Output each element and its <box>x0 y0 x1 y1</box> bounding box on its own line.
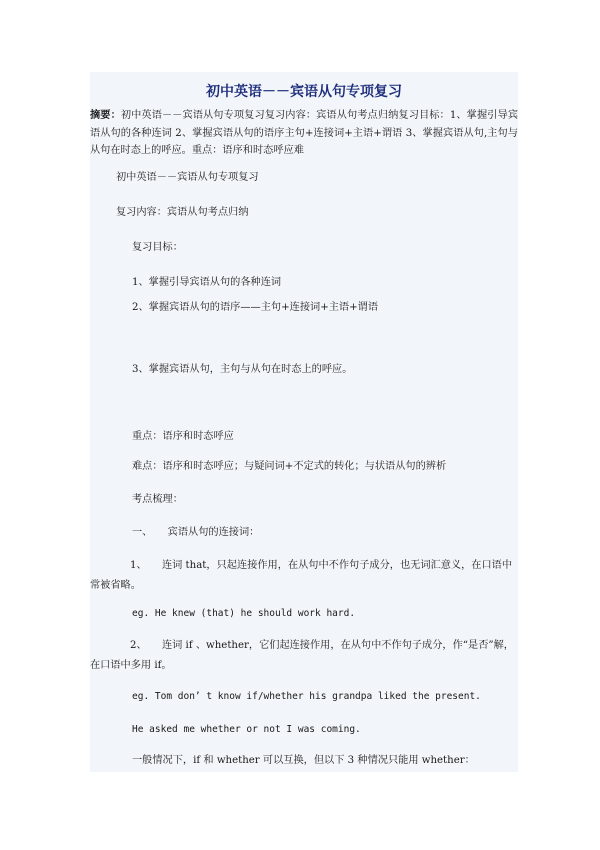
section-heading-1: 一、 宾语从句的连接词： <box>132 527 260 538</box>
example-1: eg. He knew (that) he should work hard. <box>132 608 356 619</box>
summary-text: 初中英语－－宾语从句专项复习复习内容：宾语从句考点归纳复习目标：1、掌握引导宾语从句的各种连词 2、掌握宾语从句的语序主句+连接词+主语+谓语 3、掌握宾语从句,主句与从句在时态上的呼应。重点：语序和时态呼应难 <box>90 110 519 156</box>
item-1: 1、 连词 that，只起连接作用，在从句中不作句子成分，也无词汇意义，在口语中常被省略。 <box>90 560 513 591</box>
document-title: 初中英语－－宾语从句专项复习 <box>206 84 402 100</box>
summary-paragraph <box>90 107 518 160</box>
difficulties: 难点：语序和时态呼应；与疑问词+不定式的转化；与状语从句的辨析 <box>132 461 447 472</box>
item-2: 2、 连词 if 、whether，它们起连接作用，在从句中不作句子成分，作“是否”解，在口语中多用 if。 <box>90 640 514 671</box>
example-2: eg. Tom don’ t know if/whether his grandpa liked the present. <box>132 691 481 702</box>
general-rule: 一般情况下，if 和 whether 可以互换，但以下 3 种情况只能用 whether： <box>132 755 475 766</box>
review-goals-heading: 复习目标： <box>132 242 183 253</box>
summary-label: 摘要： <box>90 110 121 121</box>
goal-item-3: 3、掌握宾语从句，主句与从句在时态上的呼应。 <box>132 364 353 375</box>
document-page <box>90 72 518 772</box>
review-content: 复习内容：宾语从句考点归纳 <box>116 207 249 218</box>
example-3: He asked me whether or not I was coming. <box>132 724 361 735</box>
goal-item-1: 1、掌握引导宾语从句的各种连词 <box>132 277 282 288</box>
analysis-heading: 考点梳理： <box>132 494 183 505</box>
goal-item-2: 2、掌握宾语从句的语序——主句+连接词+主语+谓语 <box>132 302 379 313</box>
key-points: 重点：语序和时态呼应 <box>132 431 234 442</box>
paragraph-title: 初中英语－－宾语从句专项复习 <box>116 172 259 183</box>
